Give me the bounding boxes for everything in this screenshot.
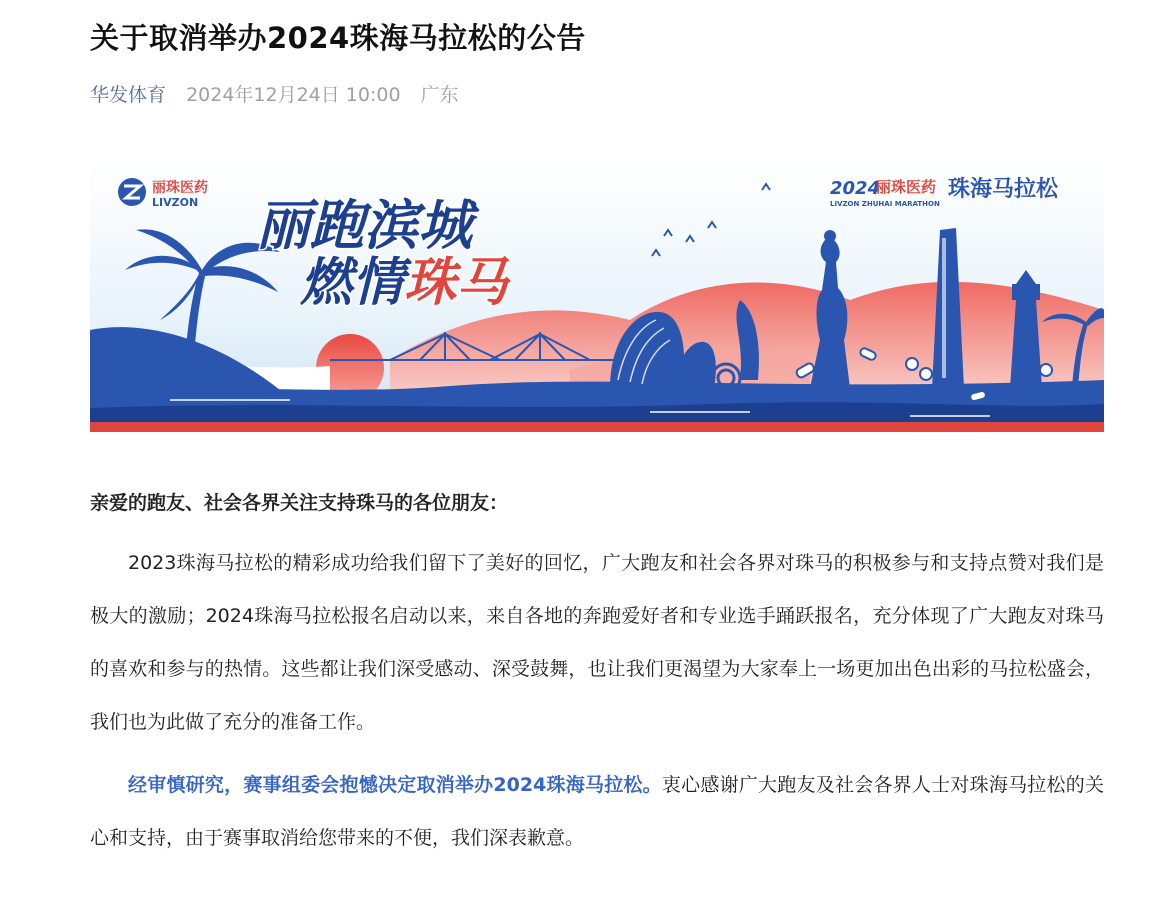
event-name: 珠海马拉松 <box>948 177 1059 202</box>
sponsor-logo-en: LIVZON <box>152 196 199 209</box>
slogan-line1: 丽跑滨城 <box>256 194 472 257</box>
greeting: 亲爱的跑友、社会各界关注支持珠马的各位朋友： <box>90 492 509 514</box>
article-title: 关于取消举办2024珠海马拉松的公告 <box>90 21 586 55</box>
svg-text:燃情珠马 <box>300 253 511 313</box>
slogan-line2b: 珠马 <box>404 253 509 313</box>
article-meta <box>90 80 459 107</box>
sponsor-logo-cn: 丽珠医药 <box>152 180 208 196</box>
event-name-en: LIVZON ZHUHAI MARATHON <box>830 200 940 208</box>
publish-location: 广东 <box>420 84 459 106</box>
paragraph-2 <box>90 759 1104 865</box>
author-link[interactable]: 华发体育 <box>90 84 167 106</box>
event-year: 2024 <box>830 178 881 199</box>
paragraph-2-rest: 衷心感谢广大跑友及社会各界人士对珠海马拉松的关心和支持，由于赛事取消给您带来的不便，我们深表歉意。 <box>90 774 1104 849</box>
cancellation-highlight: 经审慎研究，赛事组委会抱憾决定取消举办2024珠海马拉松。 <box>128 774 662 796</box>
article-body <box>90 485 1104 865</box>
paragraph-1: 2023珠海马拉松的精彩成功给我们留下了美好的回忆，广大跑友和社会各界对珠马的积极参与和支持点赞对我们是极大的激励；2024珠海马拉松报名启动以来，来自各地的奔跑爱好者和专业选手踊跃报名，充分体现了广大跑友对珠马的喜欢和参与的热情。这些都让我们深受感动、深受鼓舞，也让我们更渴望为大家奉上一场更加出色出彩的马拉松盛会，我们也为此做了充分的准备工作。 <box>90 552 1104 733</box>
publish-date: 2024年12月24日 10:00 <box>186 84 401 106</box>
livzon-logo <box>118 178 208 209</box>
slogan-line2a: 燃情 <box>300 253 405 313</box>
event-sponsor: 丽珠医药 <box>876 178 937 196</box>
event-banner-image <box>90 160 1104 432</box>
